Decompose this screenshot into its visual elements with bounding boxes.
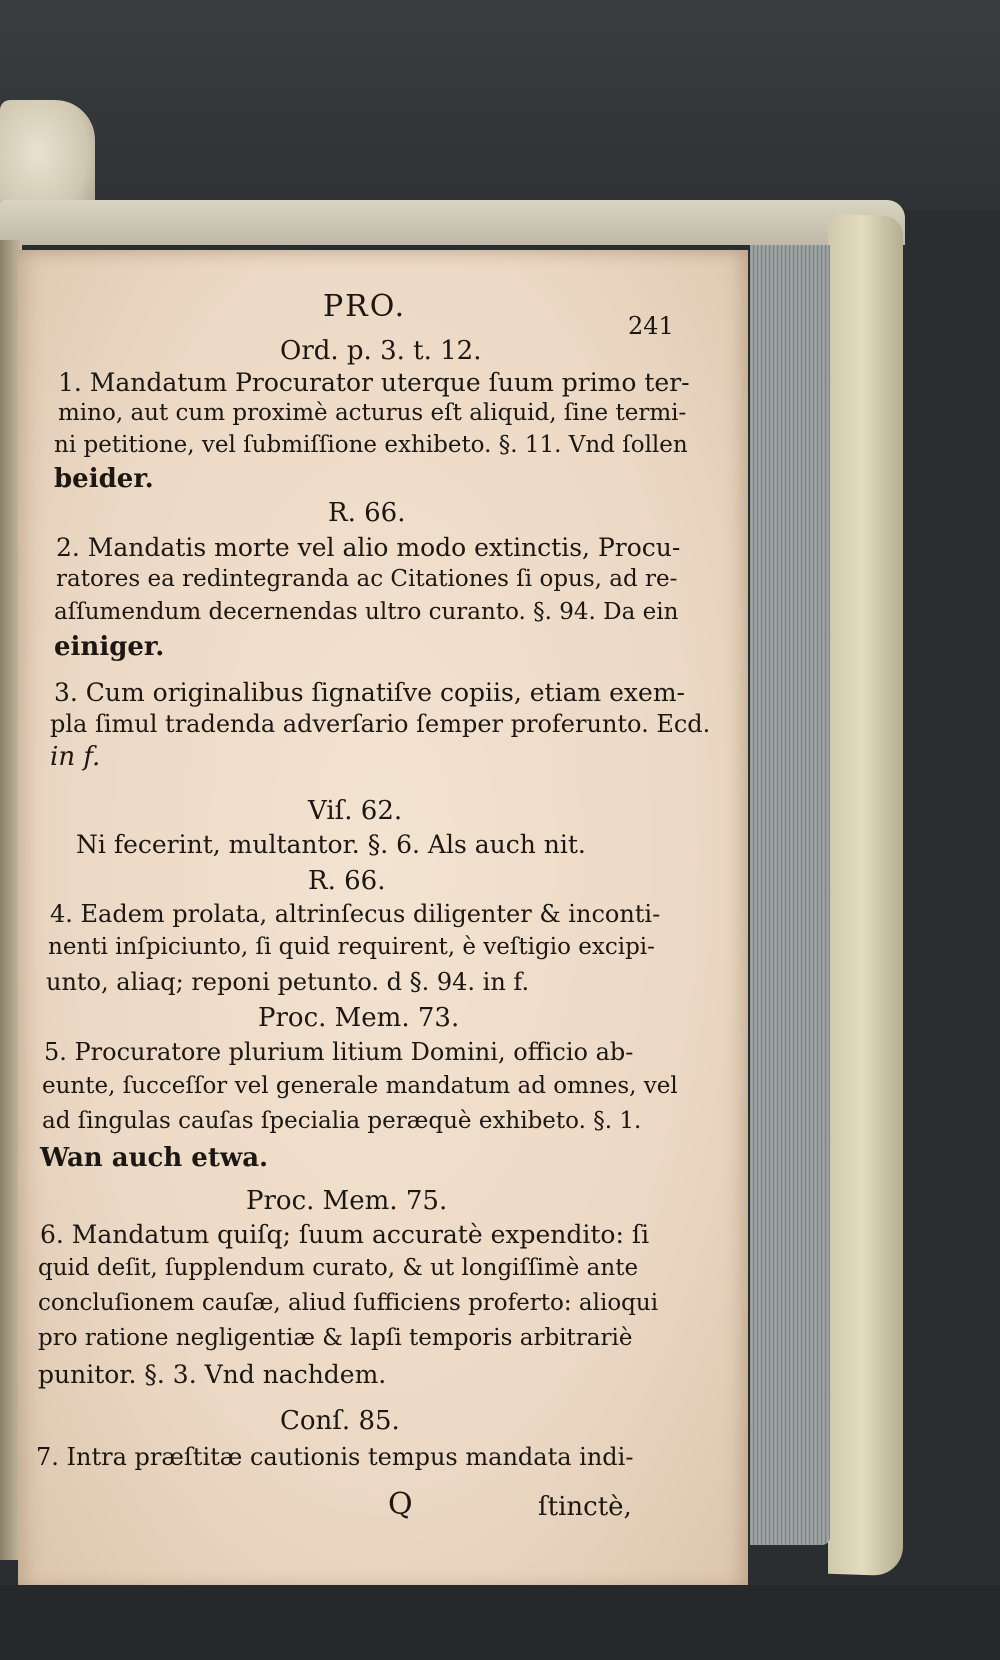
background-bottom (0, 1585, 1000, 1660)
text-line: 7. Intra præſtitæ cautionis tempus mandata indi- (36, 1443, 634, 1471)
text-line: 1. Mandatum Procurator uterque ſuum primo ter- (58, 368, 690, 397)
text-line: unto, aliaq; reponi petunto. d §. 94. in f. (46, 968, 530, 996)
page-number: 241 (628, 312, 674, 340)
section-heading: Proc. Mem. 75. (246, 1186, 448, 1216)
section-heading: R. 66. (328, 498, 406, 528)
text-line: ratores ea redintegranda ac Citationes ſi opus, ad re- (56, 566, 678, 592)
section-heading: Viſ. 62. (308, 796, 403, 826)
text-line: Ord. p. 3. t. 12. (280, 336, 482, 366)
text-line: 3. Cum originalibus ſignatiſve copiis, etiam exem- (54, 678, 685, 707)
text-line: concluſionem cauſæ, aliud ſufficiens proferto: alioqui (38, 1290, 659, 1316)
section-heading: R. 66. (308, 866, 386, 896)
text-line: nenti inſpiciunto, ſi quid requirent, è veſtigio excipi- (48, 934, 655, 960)
text-line: in f. (50, 742, 101, 772)
text-line: ad ſingulas cauſas ſpecialia peræquè exhibeto. §. 1. (42, 1108, 642, 1134)
text-line: 4. Eadem prolata, altrinſecus diligenter & inconti- (50, 900, 661, 928)
background-top (0, 0, 1000, 210)
text-line: mino, aut cum proximè acturus eſt aliquid, ſine termi- (58, 400, 687, 426)
section-heading: Proc. Mem. 73. (258, 1003, 460, 1033)
text-line: 5. Procuratore plurium litium Domini, officio ab- (44, 1038, 634, 1066)
book-page (18, 250, 748, 1590)
text-line: 6. Mandatum quiſq; ſuum accuratè expendito: ſi (40, 1220, 650, 1249)
text-line: ni petitione, vel ſubmiſſione exhibeto. §. 11. Vnd ſollen (54, 432, 688, 458)
running-head: PRO. (323, 289, 407, 324)
catchword: ſtinctè, (538, 1492, 632, 1522)
text-line: beider. (54, 464, 154, 494)
text-line: eunte, ſucceſſor vel generale mandatum ad omnes, vel (42, 1073, 678, 1099)
signature-mark: Q (388, 1487, 413, 1522)
text-line: punitor. §. 3. Vnd nachdem. (38, 1360, 387, 1389)
book-cover-top-edge (0, 200, 905, 245)
page-fore-edge (750, 245, 830, 1545)
text-line: Ni fecerint, multantor. §. 6. Als auch nit. (76, 830, 586, 859)
text-line: pla ſimul tradenda adverſario ſemper proferunto. Ecd. (50, 710, 711, 738)
text-line: aſſumendum decernendas ultro curanto. §. 94. Da ein (54, 599, 679, 625)
text-line: Wan auch etwa. (40, 1143, 269, 1173)
text-line: quid deſit, ſupplendum curato, & ut longiſſimè ante (38, 1255, 639, 1281)
book-cover-right (828, 214, 903, 1577)
section-heading: Conſ. 85. (280, 1406, 400, 1436)
text-line: pro ratione negligentiæ & lapſi temporis arbitrariè (38, 1325, 633, 1351)
text-line: einiger. (54, 632, 165, 662)
text-line: 2. Mandatis morte vel alio modo extinctis, Procu- (56, 533, 681, 562)
